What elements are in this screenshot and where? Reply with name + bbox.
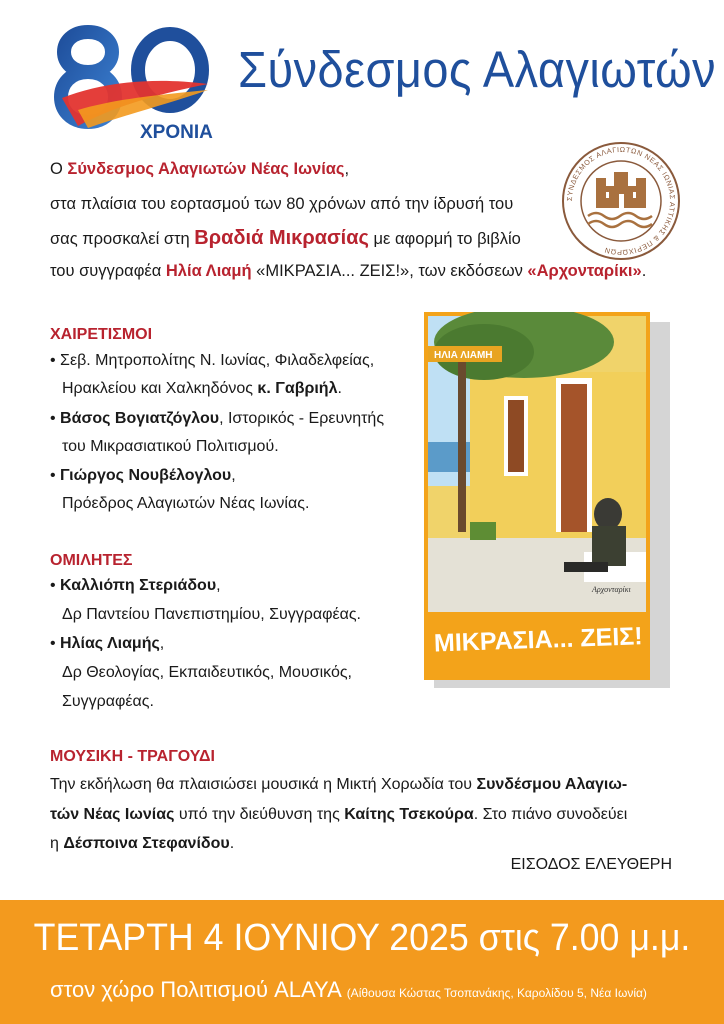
greeting-item-1-line-2: Ηρακλείου και Χαλκηδόνος κ. Γαβριήλ.	[62, 380, 342, 397]
speaker-2-name-line: • Ηλίας Λιαμής,	[50, 635, 165, 652]
greeting-item-1-line-1: • Σεβ. Μητροπολίτης Ν. Ιωνίας, Φιλαδελφείας,	[50, 352, 375, 369]
greetings-heading: ΧΑΙΡΕΤΙΣΜΟΙ	[50, 326, 153, 343]
author-name: Ηλία Λιαμή	[165, 262, 252, 280]
association-name: Σύνδεσμος Αλαγιωτών Νέας Ιωνίας	[67, 160, 345, 178]
music-line-1: Την εκδήλωση θα πλαισιώσει μουσικά η Μικτή Χορωδία του Συνδέσμου Αλαγιω-	[50, 776, 628, 793]
speaker-2-title-2: Συγγραφέας.	[62, 693, 154, 710]
speaker-1-name-line: • Καλλιόπη Στεριάδου,	[50, 577, 221, 594]
intro-line-3: σας προσκαλεί στη Βραδιά Μικρασίας με αφορμή το βιβλίο	[50, 227, 521, 249]
event-date: ΤΕΤΑΡΤΗ 4 ΙΟΥΝΙΟΥ 2025 στις 7.00 μ.μ.	[33, 917, 691, 959]
association-seal	[560, 140, 682, 262]
book-publisher: Αρχονταρίκι	[592, 585, 631, 594]
greeting-item-2-line-2: του Μικρασιατικού Πολιτισμού.	[62, 438, 279, 455]
speakers-heading: ΟΜΙΛΗΤΕΣ	[50, 552, 133, 569]
music-line-2: τών Νέας Ιωνίας υπό την διεύθυνση της Καίτης Τσεκούρα. Στο πιάνο συνοδεύει	[50, 806, 628, 823]
event-venue: στον χώρο Πολιτισμού ALAYA (Αίθουσα Κώστας Τσοπανάκης, Καρολίδου 5, Νέα Ιωνία)	[50, 977, 647, 1002]
music-line-3: η Δέσποινα Στεφανίδου.	[50, 835, 235, 852]
logo-label: ΧΡΟΝΙΑ	[140, 122, 213, 143]
speaker-1-title: Δρ Παντείου Πανεπιστημίου, Συγγραφέας.	[62, 606, 361, 623]
intro-line-1: Ο Σύνδεσμος Αλαγιωτών Νέας Ιωνίας,	[50, 160, 350, 178]
seal-text: ΣΥΝΔΕΣΜΟΣ ΑΛΑΓΙΩΤΩΝ ΝΕΑΣ ΙΩΝΙΑΣ ΑΤΤΙΚΗΣ & ΠΕΡΙΧΩΡΩΝ	[564, 144, 678, 258]
free-entry-note: ΕΙΣΟΔΟΣ ΕΛΕΥΘΕΡΗ	[510, 856, 672, 873]
page-title: Σύνδεσμος Αλαγιωτών	[238, 41, 717, 98]
book-cover-image	[424, 312, 672, 690]
greeting-item-3-line-2: Πρόεδρος Αλαγιωτών Νέας Ιωνίας.	[62, 495, 310, 512]
intro-line-4: του συγγραφέα Ηλία Λιαμή «ΜΙΚΡΑΣΙΑ... ΖΕΙΣ!», των εκδόσεων «Αρχονταρίκι».	[50, 262, 647, 280]
book-author: ΗΛΙΑ ΛΙΑΜΗ	[434, 350, 493, 361]
event-name: Βραδιά Μικρασίας	[194, 227, 369, 249]
publisher-name: «Αρχονταρίκι»	[527, 262, 642, 280]
music-heading: ΜΟΥΣΙΚΗ - ΤΡΑΓΟΥΔΙ	[50, 748, 215, 765]
intro-line-2: στα πλαίσια του εορτασμού των 80 χρόνων από την ίδρυσή του	[50, 195, 514, 213]
book-title: ΜΙΚΡΑΣΙΑ... ΖΕΙΣ!	[433, 622, 644, 658]
speaker-2-title-1: Δρ Θεολογίας, Εκπαιδευτικός, Μουσικός,	[62, 664, 352, 681]
anniversary-80-logo	[48, 14, 218, 144]
greeting-item-2-line-1: • Βάσος Βογιατζόγλου, Ιστορικός - Ερευνητής	[50, 410, 385, 427]
venue-detail: (Αίθουσα Κώστας Τσοπανάκης, Καρολίδου 5, Νέα Ιωνία)	[346, 986, 647, 1000]
greeting-item-3-line-1: • Γιώργος Νουβέλογλου,	[50, 467, 236, 484]
